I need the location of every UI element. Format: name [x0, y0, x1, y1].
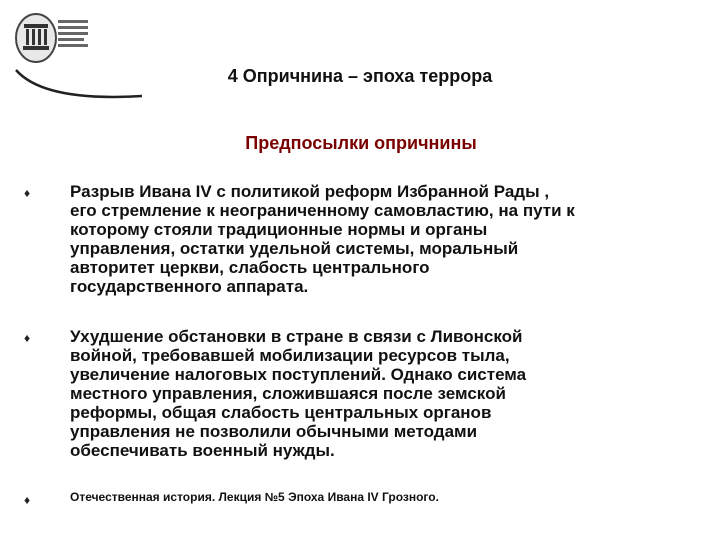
bullet-item: [24, 327, 674, 460]
bullet-item: [24, 182, 674, 296]
diamond-bullet-icon: ♦: [24, 493, 31, 507]
slide-subtitle: Предпосылки опричнины: [245, 133, 477, 153]
source-text: Отечественная история. Лекция №5 Эпоха Ивана IV Грозного.: [70, 490, 439, 504]
bullet-text: Разрыв Ивана IV с политикой реформ Избранной Рады , его стремление к неограниченному самовластию, на пути к которому стояли традиционные нормы и органы управления, остатки удельной системы, моральный авторитет церкви, слабость центрального государственного аппарата.: [70, 182, 575, 296]
slide-title: [0, 66, 720, 87]
diamond-bullet-icon: ♦: [24, 186, 31, 200]
diamond-bullet-icon: ♦: [24, 331, 31, 345]
slide-title-text: 4 Опричнина – эпоха террора: [227, 66, 493, 86]
bullet-item-source: [24, 489, 674, 505]
bullet-text: Ухудшение обстановки в стране в связи с Ливонской войной, требовавшей мобилизации ресурсов тыла, увеличение налоговых поступлений. Однако система местного управления, сложившаяся после земской реформы, общая слабость центральных органов управления не позволили обычными методами обеспечивать военный нужды.: [70, 327, 527, 460]
